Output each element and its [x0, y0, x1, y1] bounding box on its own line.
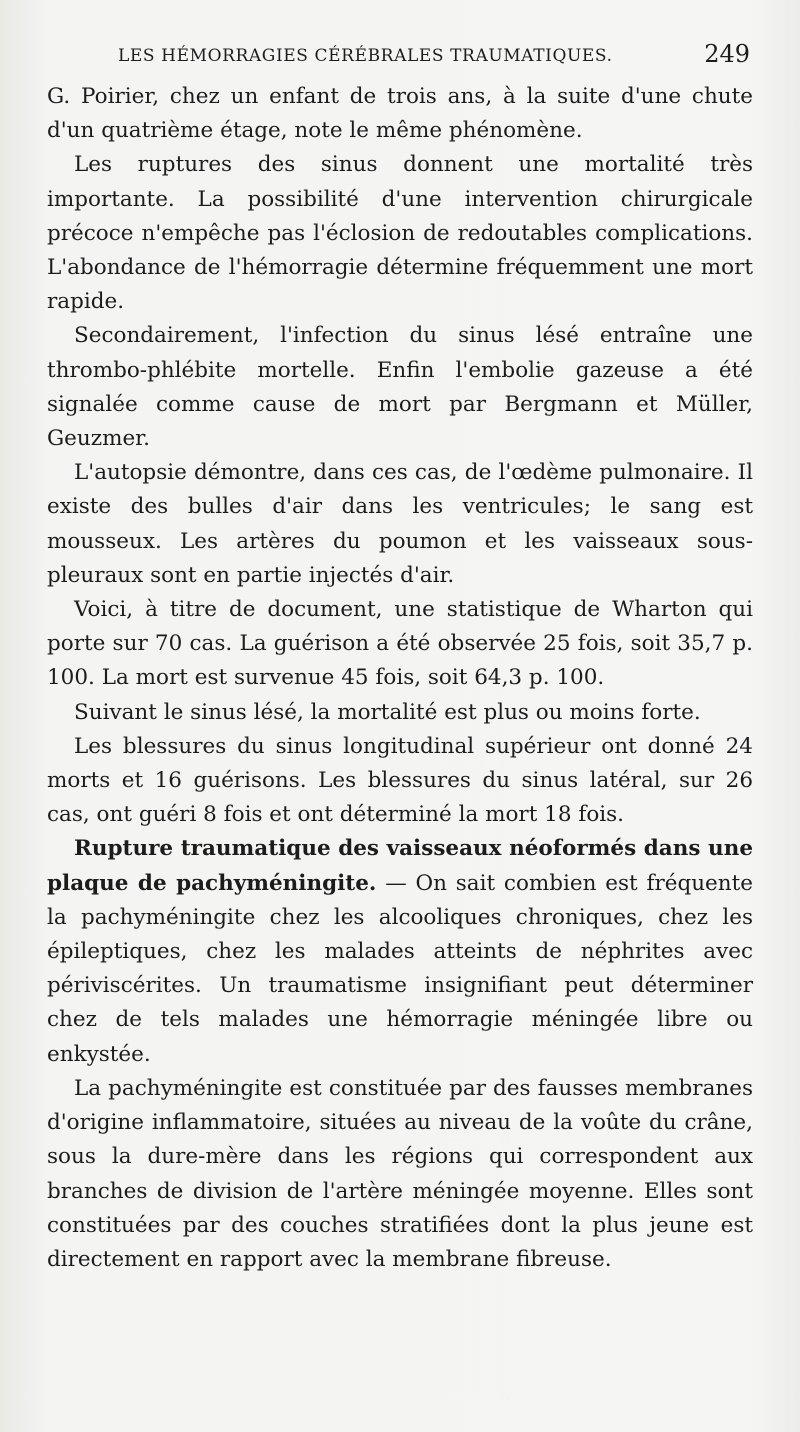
body-text: [47, 80, 753, 1277]
paragraph-wharton-statistics: Voici, à titre de document, une statistique de Wharton qui porte sur 70 cas. La guérison a été observée 25 fois, soit 35,7 p. 100. La mort est survenue 45 fois, soit 64,3 p. 100.: [47, 597, 753, 691]
paragraph-autopsy: L'autopsie démontre, dans ces cas, de l'œdème pulmonaire. Il existe des bulles d'air dans les ventricules; le sang est mousseux. Les artères du poumon et les vaisseaux sous-pleuraux sont en partie injectés d'air.: [47, 460, 753, 588]
paragraph-pachymeningitis: La pachyméningite est constituée par des fausses membranes d'origine inflammatoire, situées au niveau de la voûte du crâne, sous la dure-mère dans les régions qui correspondent aux branches de division de l'artère méningée moyenne. Elles sont constituées par des couches stratifiées dont la plus jeune est directement en rapport avec la membrane fibreuse.: [47, 1075, 753, 1272]
section-heading: Rupture traumatique des vaisseaux néoformés dans une plaque de pachyméningite.: [47, 836, 753, 896]
paragraph-mortality: Suivant le sinus lésé, la mortalité est plus ou moins forte.: [74, 699, 701, 725]
section-paragraph: [47, 832, 753, 1071]
page-number: 249: [704, 40, 750, 68]
paragraph-infection: Secondairement, l'infection du sinus lésé entraîne une thrombo-phlébite mortelle. Enfin l'embolie gazeuse a été signalée comme cause de mort par Bergmann et Müller, Geuzmer.: [47, 323, 753, 452]
running-title: LES HÉMORRAGIES CÉRÉBRALES TRAUMATIQUES.: [118, 46, 613, 66]
section-separator: —: [376, 870, 416, 896]
paragraph-poirier: G. Poirier, chez un enfant de trois ans, à la suite d'une chute d'un quatrième étage, note le même phénomène.: [47, 84, 753, 144]
paragraph-sinus-wounds: Les blessures du sinus longitudinal supérieur ont donné 24 morts et 16 guérisons. Les blessures du sinus latéral, sur 26 cas, ont guéri 8 fois et ont déterminé la mort 18 fois.: [47, 733, 753, 828]
paragraph-sinus-ruptures: Les ruptures des sinus donnent une mortalité très importante. La possibilité d'une intervention chirurgicale précoce n'empêche pas l'éclosion de redoutables complications. L'abondance de l'hémorragie détermine fréquemment une mort rapide.: [47, 152, 753, 315]
section-lead-text: On sait combien est fréquente la pachyméningite chez les alcooliques chroniques, chez les épileptiques, chez les malades atteints de néphrites avec périviscérites. Un traumatisme insignifiant peut déterminer chez de tels malades une hémorragie méningée libre ou enkystée.: [47, 870, 753, 1067]
running-head: [0, 40, 800, 74]
